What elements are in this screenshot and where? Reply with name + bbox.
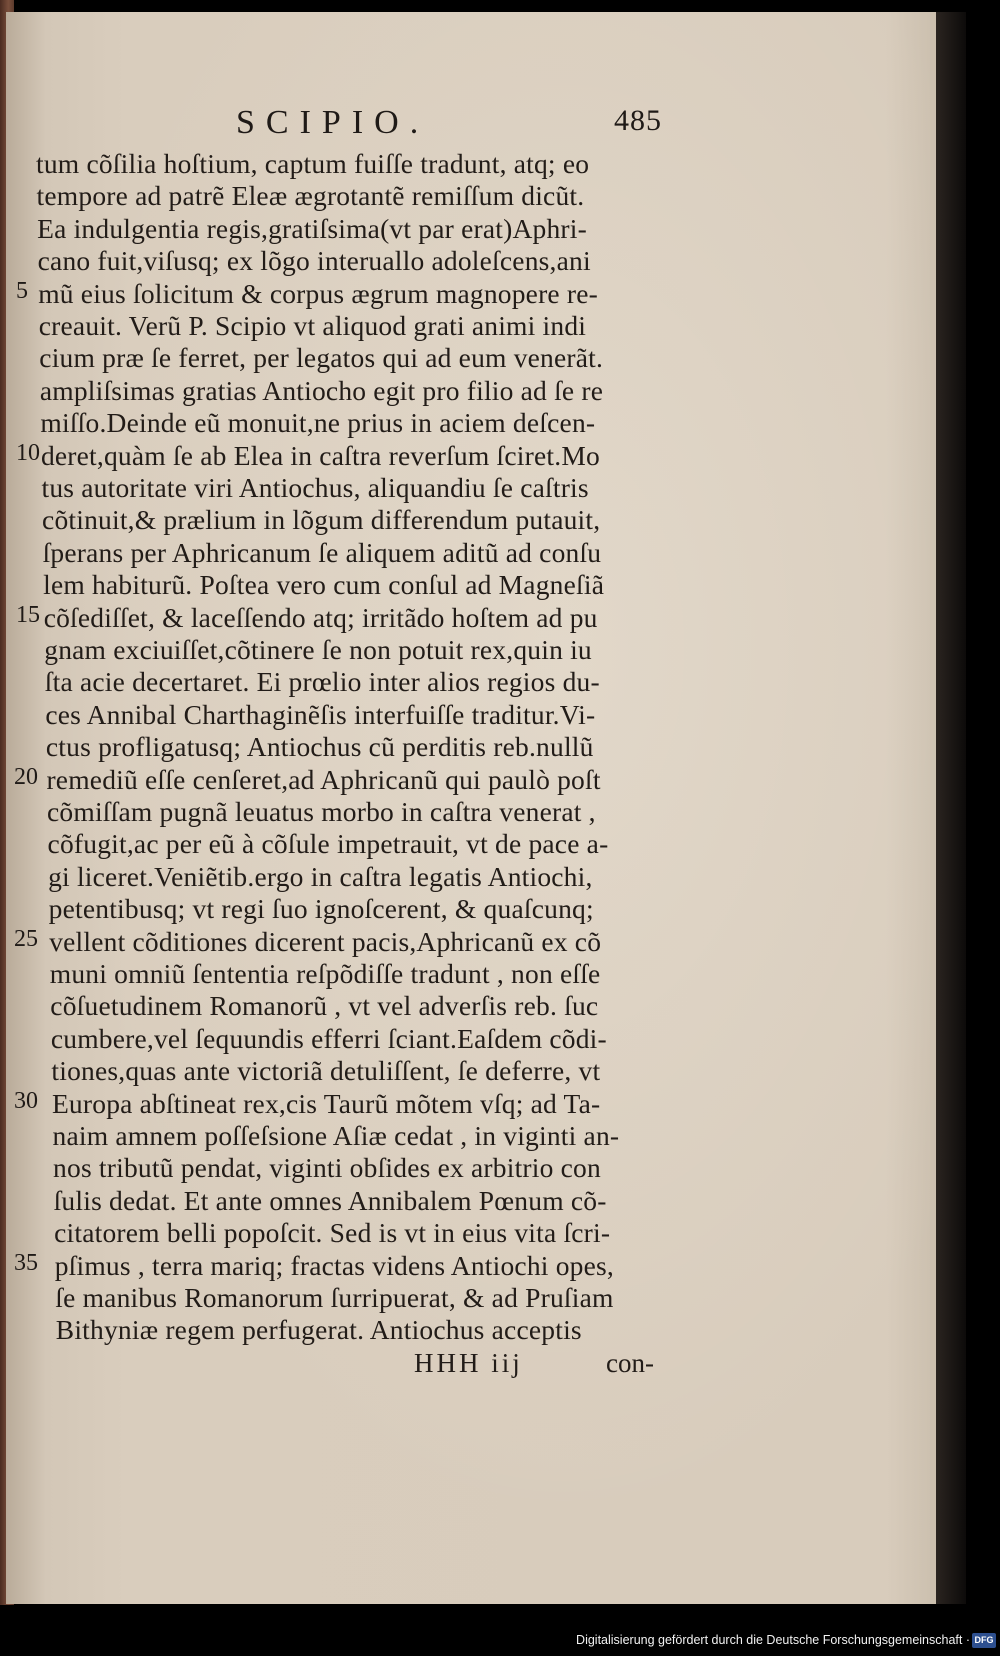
- book-page: [6, 12, 936, 1604]
- text-line: [6, 893, 936, 926]
- text-line: [6, 1120, 936, 1153]
- line-text: creauit. Verũ P. Scipio vt aliquod grati animi indi: [38, 310, 587, 341]
- text-line: [6, 958, 936, 991]
- text-line: [6, 537, 936, 570]
- line-text: vellent cõditiones dicerent pacis,Aphricanũ ex cõ: [49, 925, 602, 957]
- line-text: gi liceret.Veniẽtib.ergo in caſtra legatis Antiochi,: [48, 860, 593, 892]
- line-number: 25: [14, 925, 38, 952]
- text-line: [6, 148, 936, 181]
- line-text: tempore ad patrẽ Eleæ ægrotantẽ remiſſum dicũt.: [36, 180, 585, 212]
- text-line: [6, 1023, 936, 1056]
- line-text: ſperans per Aphricanum ſe aliquem aditũ ad conſu: [42, 536, 602, 568]
- line-text: cium præ ſe ferret, per legatos qui ad eum venerãt.: [39, 342, 604, 374]
- text-line: [6, 1314, 936, 1347]
- text-line: [6, 1217, 936, 1250]
- catchword: con-: [606, 1348, 654, 1378]
- line-number: 30: [14, 1087, 38, 1114]
- line-text: remediũ eſſe cenſeret,ad Aphricanũ qui paulò poſt: [46, 763, 601, 795]
- line-text: cumbere,vel ſequundis efferri ſciant.Eaſdem cõdi-: [50, 1022, 607, 1054]
- text-line: [6, 828, 936, 861]
- line-text: nos tributũ pendat, viginti obſides ex arbitrio con: [53, 1152, 601, 1184]
- text-line: [6, 440, 936, 473]
- text-line: [6, 1282, 936, 1315]
- funding-bar: [0, 1628, 1000, 1656]
- line-text: tum cõſilia hoſtium, captum fuiſſe tradunt, atq; eo: [36, 148, 590, 179]
- text-line: [6, 472, 936, 505]
- signature-mark: HHH iij: [414, 1348, 523, 1378]
- line-text: lem habiturũ. Poſtea vero cum conſul ad Magneſiã: [43, 569, 605, 601]
- line-text: petentibusq; vt regi ſuo ignoſcerent, & quaſcunq;: [48, 893, 594, 925]
- line-text: Bithyniæ regem perfugerat. Antiochus acceptis: [55, 1314, 582, 1346]
- text-line: [6, 278, 936, 311]
- text-line: [6, 926, 936, 959]
- line-text: cõſuetudinem Romanorũ , vt vel adverſis reb. ſuc: [50, 990, 599, 1022]
- text-line: [6, 731, 936, 764]
- text-line: [6, 634, 936, 667]
- line-number: 35: [14, 1249, 38, 1276]
- line-text: citatorem belli popoſcit. Sed is vt in eius vita ſcri-: [54, 1217, 611, 1249]
- line-text: ampliſsimas gratias Antiocho egit pro filio ad ſe re: [39, 374, 604, 406]
- page-number: 485: [614, 104, 662, 137]
- text-line: [6, 180, 936, 213]
- text-line: [6, 213, 936, 246]
- line-text: mũ eius ſolicitum & corpus ægrum magnopere re-: [38, 277, 599, 309]
- page-footer: [6, 1348, 936, 1380]
- line-text: pſimus , terra mariq; fractas videns Antiochi opes,: [54, 1249, 614, 1281]
- line-number: 10: [16, 439, 40, 466]
- text-line: [6, 375, 936, 408]
- text-line: [6, 1185, 936, 1218]
- line-text: ces Annibal Charthaginẽſis interfuiſſe traditur.Vi-: [45, 698, 596, 730]
- text-line: [6, 245, 936, 278]
- text-line: [6, 310, 936, 343]
- page-header: [6, 104, 936, 144]
- page-shadow: [936, 12, 966, 1604]
- text-line: [6, 1055, 936, 1088]
- text-line: [6, 602, 936, 635]
- line-number: 15: [16, 601, 40, 628]
- line-text: cõmiſſam pugnã leuatus morbo in caſtra venerat ,: [47, 796, 596, 827]
- dfg-logo-icon: DFG: [972, 1633, 996, 1648]
- text-line: [6, 504, 936, 537]
- line-text: ſe manibus Romanorum ſurripuerat, & ad Pruſiam: [55, 1282, 614, 1313]
- line-text: tus autoritate viri Antiochus, aliquandiu ſe caſtris: [41, 472, 589, 503]
- text-line: [6, 1088, 936, 1121]
- line-text: gnam exciuiſſet,cõtinere ſe non potuit rex,quin iu: [44, 634, 592, 665]
- line-text: Europa abſtineat rex,cis Taurũ mõtem vſq; ad Ta-: [51, 1087, 601, 1119]
- text-line: [6, 990, 936, 1023]
- line-text: naim amnem poſſeſsione Aſiæ cedat , in viginti an-: [52, 1120, 620, 1151]
- line-text: tiones,quas ante victoriã detuliſſent, ſe deferre, vt: [51, 1055, 601, 1087]
- line-number: 20: [14, 763, 38, 790]
- line-text: ſulis dedat. Et ante omnes Annibalem Pœnum cõ-: [53, 1184, 607, 1216]
- text-line: [6, 861, 936, 894]
- line-text: ctus profligatusq; Antiochus cũ perditis reb.nullũ: [45, 731, 594, 763]
- line-text: deret,quàm ſe ab Elea in caſtra reverſum ſciret.Mo: [40, 439, 600, 471]
- line-text: cõſediſſet, & laceſſendo atq; irritãdo hoſtem ad pu: [43, 601, 598, 633]
- line-text: ſta acie decertaret. Ei prœlio inter alios regios du-: [44, 666, 600, 698]
- text-line: [6, 796, 936, 829]
- line-text: cõtinuit,& prælium in lõgum differendum putauit,: [42, 504, 601, 536]
- text-line: [6, 1152, 936, 1185]
- line-text: muni omniũ ſententia reſpõdiſſe tradunt , non eſſe: [49, 958, 601, 989]
- line-text: miſſo.Deinde eũ monuit,ne prius in aciem deſcen-: [40, 407, 596, 439]
- funding-note: Digitalisierung gefördert durch die Deutsche Forschungsgemeinschaft ·: [576, 1633, 970, 1647]
- text-line: [6, 569, 936, 602]
- text-line: [6, 764, 936, 797]
- text-line: [6, 666, 936, 699]
- line-text: cano fuit,viſusq; ex lõgo interuallo adoleſcens,ani: [37, 245, 591, 277]
- running-title: SCIPIO.: [236, 104, 430, 141]
- text-line: [6, 1250, 936, 1283]
- line-text: Ea indulgentia regis,gratiſsima(vt par erat)Aphri-: [37, 212, 587, 244]
- text-line: [6, 407, 936, 440]
- text-line: [6, 342, 936, 375]
- line-number: 5: [16, 277, 28, 304]
- line-text: cõfugit,ac per eũ à cõſule impetrauit, vt de pace a-: [47, 828, 609, 860]
- text-line: [6, 699, 936, 732]
